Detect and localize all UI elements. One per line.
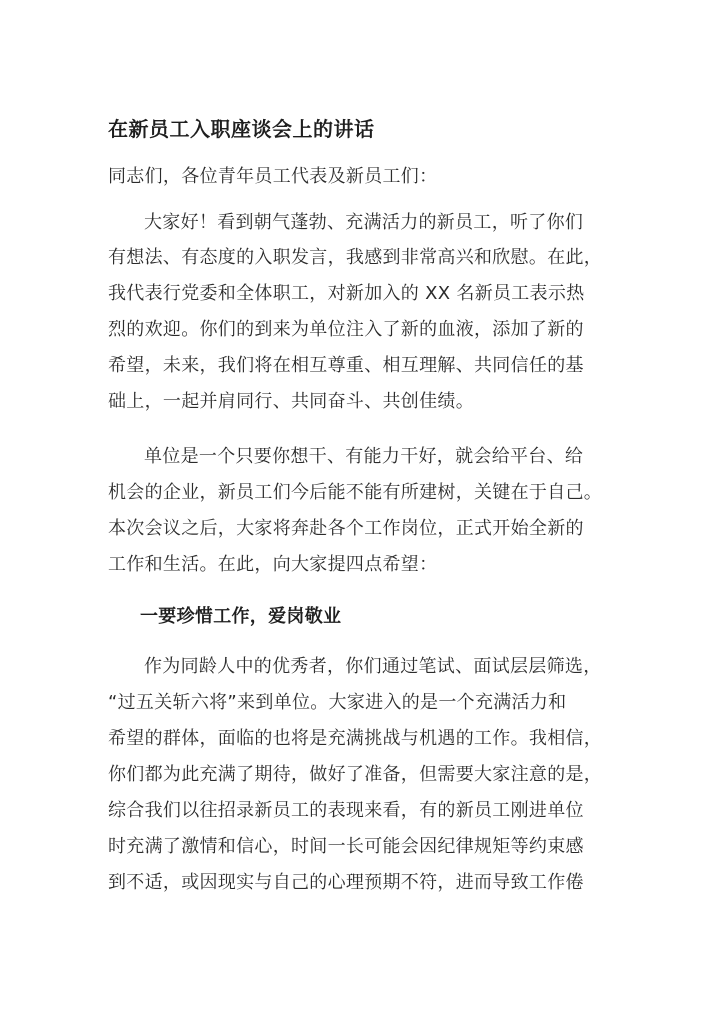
paragraph2-line: 机会的企业，新员工们今后能不能有所建树，关键在于自己。: [108, 482, 603, 503]
paragraph2-line: 工作和生活。在此，向大家提四点希望：: [108, 554, 438, 575]
paragraph3-line: 希望的群体，面临的也将是充满挑战与机遇的工作。我相信，: [108, 728, 603, 749]
paragraph3-line: 综合我们以往招录新员工的表现来看，有的新员工刚进单位: [108, 800, 584, 821]
document-title: 在新员工入职座谈会上的讲话: [108, 117, 375, 141]
paragraph2-line: 单位是一个只要你想干、有能力干好，就会给平台、给: [144, 446, 584, 467]
paragraph1-line: 希望，未来，我们将在相互尊重、相互理解、共同信任的基: [108, 355, 584, 376]
paragraph3-line: 你们都为此充满了期待，做好了准备，但需要大家注意的是，: [108, 764, 603, 785]
paragraph3-line: 到不适，或因现实与自己的心理预期不符，进而导致工作倦: [108, 872, 584, 893]
paragraph1-line: 有想法、有态度的入职发言，我感到非常高兴和欣慰。在此，: [108, 247, 603, 268]
paragraph1-line: 烈的欢迎。你们的到来为单位注入了新的血液，添加了新的: [108, 319, 584, 340]
section-heading: 一要珍惜工作，爱岗敬业: [140, 606, 342, 627]
paragraph1-line: 大家好！看到朝气蓬勃、充满活力的新员工，听了你们: [144, 212, 584, 233]
paragraph3-line: 时充满了激情和信心，时间一长可能会因纪律规矩等约束感: [108, 836, 584, 857]
paragraph3-line: 作为同龄人中的优秀者，你们通过笔试、面试层层筛选，: [144, 656, 602, 677]
salutation: 同志们，各位青年员工代表及新员工们：: [108, 166, 438, 187]
paragraph1-line: 础上，一起并肩同行、共同奋斗、共创佳绩。: [108, 391, 474, 412]
paragraph3-line: “过五关斩六将”来到单位。大家进入的是一个充满活力和: [108, 692, 567, 713]
paragraph1-line: 我代表行党委和全体职工，对新加入的 XX 名新员工表示热: [108, 283, 585, 304]
paragraph2-line: 本次会议之后，大家将奔赴各个工作岗位，正式开始全新的: [108, 518, 584, 539]
